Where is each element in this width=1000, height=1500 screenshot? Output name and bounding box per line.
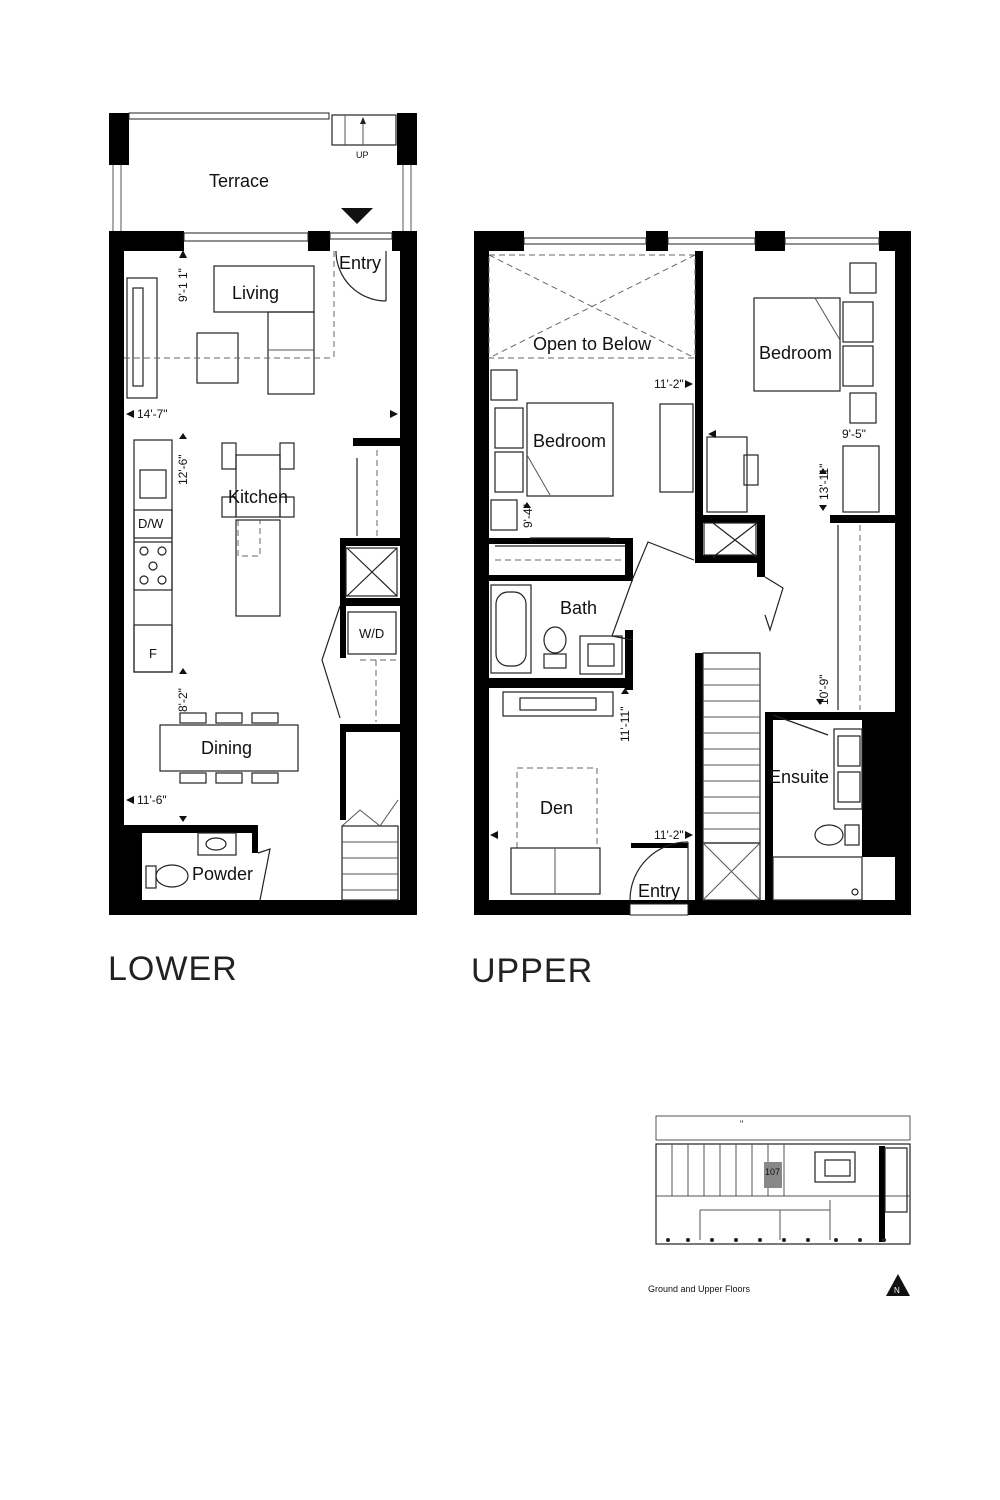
stair-up-label: UP bbox=[356, 150, 369, 160]
lower-floor-title: LOWER bbox=[108, 950, 238, 988]
dim-right-bedroom-width: 9'-5" bbox=[842, 427, 866, 441]
dim-den-depth: 11'-11" bbox=[618, 706, 632, 742]
entry-arrow-icon bbox=[341, 208, 373, 224]
lower-closets bbox=[322, 450, 398, 900]
dishwasher-label: D/W bbox=[138, 516, 164, 531]
den-label: Den bbox=[540, 798, 574, 818]
dim-lower-width-2: 11'-6" bbox=[137, 793, 167, 807]
lower-entry-label: Entry bbox=[339, 253, 382, 273]
dining-label: Dining bbox=[201, 738, 253, 758]
dim-closet-length: 10'-9" bbox=[817, 674, 831, 705]
upper-entry-label: Entry bbox=[638, 881, 681, 901]
kitchen-label: Kitchen bbox=[228, 487, 289, 507]
dim-living-depth: 9'-1 1" bbox=[176, 268, 190, 302]
dim-dining-length: 8'-2" bbox=[176, 688, 190, 712]
left-bedroom-label: Bedroom bbox=[533, 431, 607, 451]
key-plan-caption: Ground and Upper Floors bbox=[648, 1284, 751, 1294]
powder-label: Powder bbox=[192, 864, 254, 884]
washer-dryer-label: W/D bbox=[359, 626, 385, 641]
bath-fixtures bbox=[491, 578, 633, 674]
dim-kitchen-length: 12'-6" bbox=[176, 454, 190, 485]
key-plan-unit-number: 107 bbox=[765, 1167, 781, 1177]
kitchen-fixtures bbox=[134, 440, 294, 672]
key-plan bbox=[648, 1116, 910, 1296]
upper-floor-title: UPPER bbox=[471, 952, 594, 990]
living-label: Living bbox=[232, 283, 280, 303]
key-plan-top-mark: " bbox=[740, 1119, 744, 1129]
terrace-label: Terrace bbox=[209, 171, 270, 191]
upper-stair bbox=[703, 653, 760, 900]
dim-left-bedroom-depth: 9'-4" bbox=[521, 504, 535, 528]
living-furniture bbox=[124, 251, 334, 398]
dim-lower-width-1: 14'-7" bbox=[137, 407, 168, 421]
lower-floor-plan bbox=[109, 113, 417, 915]
fridge-label: F bbox=[149, 646, 157, 661]
upper-floor-plan bbox=[474, 231, 911, 915]
ensuite-label: Ensuite bbox=[769, 767, 830, 787]
ensuite-fixtures bbox=[773, 729, 862, 900]
left-bedroom-furniture bbox=[491, 370, 694, 578]
right-bedroom-label: Bedroom bbox=[759, 343, 833, 363]
dim-left-bedroom-width: 11'-2" bbox=[654, 377, 684, 391]
dim-den-width: 11'-2" bbox=[654, 828, 684, 842]
dim-right-bedroom-depth: 13'-11" bbox=[817, 463, 831, 500]
bath-label: Bath bbox=[560, 598, 598, 618]
north-arrow-label: N bbox=[894, 1286, 900, 1295]
right-bedroom-furniture bbox=[704, 263, 879, 735]
open-to-below-label: Open to Below bbox=[533, 334, 652, 354]
